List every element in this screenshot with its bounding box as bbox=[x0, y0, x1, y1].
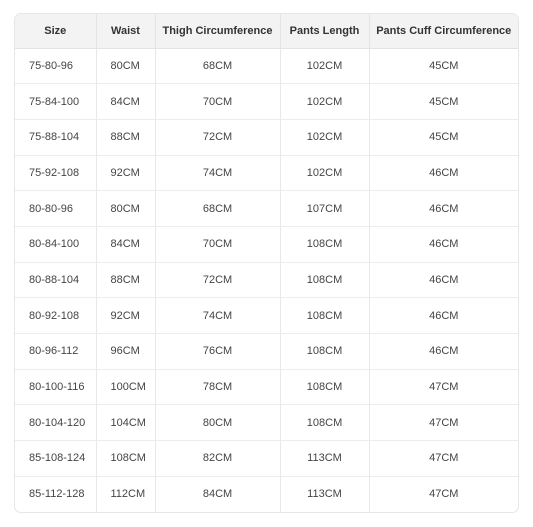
cell-waist: 96CM bbox=[96, 334, 155, 370]
cell-size: 80-104-120 bbox=[15, 405, 96, 441]
table-header bbox=[15, 14, 518, 48]
cell-waist: 84CM bbox=[96, 84, 155, 120]
cell-length: 108CM bbox=[280, 369, 369, 405]
table-row bbox=[15, 226, 518, 262]
table-row bbox=[15, 155, 518, 191]
cell-length: 108CM bbox=[280, 226, 369, 262]
cell-cuff: 46CM bbox=[369, 298, 518, 334]
header-size: Size bbox=[15, 14, 96, 48]
cell-thigh: 72CM bbox=[155, 262, 280, 298]
cell-cuff: 47CM bbox=[429, 488, 459, 501]
cell-length: 102CM bbox=[280, 119, 369, 155]
cell-size: 80-88-104 bbox=[15, 262, 96, 298]
cell-cuff: 47CM bbox=[369, 441, 518, 477]
cell-cuff: 46CM bbox=[369, 334, 518, 370]
cell-thigh: 68CM bbox=[155, 191, 280, 227]
cell-cuff: 45CM bbox=[369, 84, 518, 120]
cell-size: 75-84-100 bbox=[15, 84, 96, 120]
cell-length: 108CM bbox=[280, 262, 369, 298]
table-body bbox=[15, 48, 518, 512]
table-row bbox=[15, 334, 518, 370]
cell-size: 75-88-104 bbox=[15, 119, 96, 155]
cell-thigh: 74CM bbox=[155, 155, 280, 191]
cell-waist: 84CM bbox=[96, 226, 155, 262]
cell-length: 102CM bbox=[280, 155, 369, 191]
size-chart-container bbox=[15, 14, 518, 512]
cell-thigh: 70CM bbox=[155, 84, 280, 120]
cell-cuff: 47CM bbox=[369, 405, 518, 441]
table-row bbox=[15, 119, 518, 155]
cell-length: 108CM bbox=[280, 405, 369, 441]
cell-size: 80-100-116 bbox=[15, 369, 96, 405]
cell-waist: 104CM bbox=[96, 405, 155, 441]
cell-size: 85-112-128 bbox=[15, 476, 96, 512]
cell-cuff: 46CM bbox=[369, 226, 518, 262]
size-chart-table bbox=[15, 14, 518, 512]
cell-thigh: 68CM bbox=[155, 48, 280, 84]
header-pants-cuff-circumference: Pants Cuff Circumference bbox=[369, 14, 518, 48]
cell-length: 102CM bbox=[280, 48, 369, 84]
cell-length: 108CM bbox=[280, 334, 369, 370]
cell-cuff: 45CM bbox=[369, 48, 518, 84]
cell-waist: 100CM bbox=[96, 369, 155, 405]
cell-length: 107CM bbox=[280, 191, 369, 227]
cell-length: 113CM bbox=[280, 476, 369, 512]
cell-length: 108CM bbox=[280, 298, 369, 334]
cell-size: 80-92-108 bbox=[15, 298, 96, 334]
table-row bbox=[15, 298, 518, 334]
cell-size: 80-96-112 bbox=[15, 334, 96, 370]
cell-cuff: 47CM bbox=[369, 369, 518, 405]
cell-waist: 92CM bbox=[96, 298, 155, 334]
table-row bbox=[15, 262, 518, 298]
table-row bbox=[15, 48, 518, 84]
table-row bbox=[15, 84, 518, 120]
table-row bbox=[15, 369, 518, 405]
header-row bbox=[15, 14, 518, 48]
table-row bbox=[15, 405, 518, 441]
cell-thigh: 72CM bbox=[155, 119, 280, 155]
cell-thigh: 80CM bbox=[155, 405, 280, 441]
cell-waist: 92CM bbox=[96, 155, 155, 191]
cell-cuff: 46CM bbox=[369, 155, 518, 191]
cell-thigh: 82CM bbox=[155, 441, 280, 477]
header-pants-length: Pants Length bbox=[280, 14, 369, 48]
table-row bbox=[15, 441, 518, 477]
cell-size: 75-92-108 bbox=[15, 155, 96, 191]
cell-waist: 88CM bbox=[96, 119, 155, 155]
cell-size: 85-108-124 bbox=[15, 441, 96, 477]
cell-size: 80-80-96 bbox=[15, 191, 96, 227]
table-row bbox=[15, 191, 518, 227]
cell-thigh: 70CM bbox=[155, 226, 280, 262]
cell-waist: 108CM bbox=[96, 441, 155, 477]
header-waist: Waist bbox=[96, 14, 155, 48]
cell-cuff: 46CM bbox=[369, 191, 518, 227]
cell-size: 75-80-96 bbox=[15, 48, 96, 84]
cell-cuff: 45CM bbox=[369, 119, 518, 155]
cell-waist: 80CM bbox=[96, 191, 155, 227]
cell-waist: 112CM bbox=[96, 476, 155, 512]
cell-waist: 80CM bbox=[96, 48, 155, 84]
cell-length: 113CM bbox=[280, 441, 369, 477]
cell-cuff: 46CM bbox=[369, 262, 518, 298]
cell-thigh: 78CM bbox=[155, 369, 280, 405]
cell-thigh: 76CM bbox=[155, 334, 280, 370]
cell-thigh: 74CM bbox=[155, 298, 280, 334]
table-row bbox=[15, 476, 518, 512]
cell-size: 80-84-100 bbox=[15, 226, 96, 262]
cell-thigh: 84CM bbox=[155, 476, 280, 512]
header-thigh-circumference: Thigh Circumference bbox=[155, 14, 280, 48]
cell-waist: 88CM bbox=[96, 262, 155, 298]
cell-length: 102CM bbox=[280, 84, 369, 120]
